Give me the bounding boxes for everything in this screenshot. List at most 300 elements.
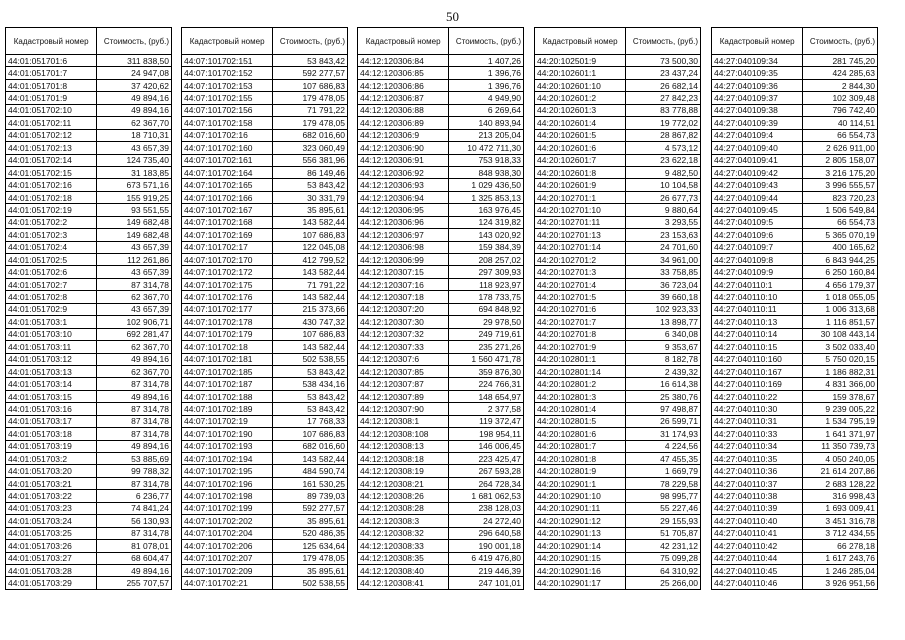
table-row — [535, 577, 701, 589]
cadastral-number-cell: 44:27:040110:37 — [712, 477, 803, 489]
cost-cell: 42 231,12 — [626, 540, 701, 552]
cost-cell: 74 841,24 — [97, 502, 172, 514]
table-row — [182, 142, 348, 154]
table-row — [535, 117, 701, 129]
table-row — [6, 55, 172, 67]
table-row — [6, 266, 172, 278]
cost-cell: 17 768,33 — [273, 415, 348, 427]
cadastral-number-cell: 44:07:101702:172 — [182, 266, 273, 278]
cost-cell: 2 377,58 — [449, 403, 524, 415]
cost-cell: 520 486,35 — [273, 527, 348, 539]
cost-cell: 107 686,83 — [273, 79, 348, 91]
cost-cell: 2 683 128,22 — [803, 477, 878, 489]
cost-cell: 53 843,42 — [273, 390, 348, 402]
cost-cell: 71 791,22 — [273, 104, 348, 116]
cadastral-number-cell: 44:07:101702:194 — [182, 453, 273, 465]
cadastral-number-cell: 44:07:101702:158 — [182, 117, 273, 129]
cadastral-number-cell: 44:20:102501:9 — [535, 55, 626, 67]
cadastral-number-cell: 44:20:102701:7 — [535, 316, 626, 328]
cost-cell: 140 893,94 — [449, 117, 524, 129]
cadastral-number-cell: 44:12:120307:20 — [358, 303, 449, 315]
cadastral-number-cell: 44:27:040109:4 — [712, 129, 803, 141]
table-row — [535, 378, 701, 390]
cadastral-number-cell: 44:01:051702:9 — [6, 303, 97, 315]
table-row — [712, 303, 878, 315]
table-header-row — [712, 28, 878, 55]
cadastral-number-cell: 44:01:051703:2 — [6, 453, 97, 465]
table-row — [358, 92, 524, 104]
table-row — [358, 266, 524, 278]
cost-cell: 359 876,30 — [449, 365, 524, 377]
cadastral-number-cell: 44:20:102701:2 — [535, 254, 626, 266]
cost-cell: 66 278,18 — [803, 540, 878, 552]
table-row — [712, 403, 878, 415]
cadastral-number-cell: 44:12:120306:85 — [358, 67, 449, 79]
cadastral-number-cell: 44:07:101702:204 — [182, 527, 273, 539]
table-row — [712, 540, 878, 552]
cadastral-number-cell: 44:20:102901:16 — [535, 564, 626, 576]
table-row — [712, 229, 878, 241]
cadastral-number-cell: 44:12:120308:21 — [358, 477, 449, 489]
table-row — [182, 502, 348, 514]
cadastral-number-cell: 44:20:102601:5 — [535, 129, 626, 141]
cadastral-number-cell: 44:20:102701:1 — [535, 191, 626, 203]
table-row — [182, 79, 348, 91]
cadastral-number-cell: 44:12:120308:41 — [358, 577, 449, 589]
cadastral-number-cell: 44:27:040110:167 — [712, 365, 803, 377]
cost-cell: 53 843,42 — [273, 365, 348, 377]
table-row — [535, 291, 701, 303]
cost-cell: 1 246 285,04 — [803, 564, 878, 576]
cost-cell: 28 867,82 — [626, 129, 701, 141]
cadastral-number-cell: 44:07:101702:175 — [182, 278, 273, 290]
cadastral-number-cell: 44:07:101702:198 — [182, 490, 273, 502]
table-row — [358, 216, 524, 228]
table-row — [358, 117, 524, 129]
cadastral-number-cell: 44:01:051703:29 — [6, 577, 97, 589]
cadastral-number-cell: 44:07:101702:187 — [182, 378, 273, 390]
cadastral-table — [357, 27, 524, 590]
table-row — [6, 453, 172, 465]
table-row — [535, 191, 701, 203]
cost-cell: 86 149,46 — [273, 166, 348, 178]
cadastral-number-cell: 44:20:102701:3 — [535, 266, 626, 278]
cost-cell: 238 128,03 — [449, 502, 524, 514]
cadastral-number-cell: 44:27:040110:45 — [712, 564, 803, 576]
table-row — [6, 216, 172, 228]
table-row — [6, 142, 172, 154]
cadastral-number-cell: 44:01:051701:6 — [6, 55, 97, 67]
cadastral-number-cell: 44:07:101702:193 — [182, 440, 273, 452]
cadastral-number-cell: 44:01:051702:15 — [6, 166, 97, 178]
cadastral-number-cell: 44:20:102601:9 — [535, 179, 626, 191]
cadastral-number-cell: 44:12:120306:96 — [358, 216, 449, 228]
cadastral-number-cell: 44:12:120308:26 — [358, 490, 449, 502]
cadastral-number-cell: 44:27:040110:40 — [712, 515, 803, 527]
cost-cell: 9 239 005,22 — [803, 403, 878, 415]
table-row — [358, 204, 524, 216]
table-row — [358, 552, 524, 564]
cadastral-number-cell: 44:01:051703:24 — [6, 515, 97, 527]
cost-cell: 87 314,78 — [97, 403, 172, 415]
cost-cell: 1 396,76 — [449, 67, 524, 79]
cadastral-number-cell: 44:20:102601:10 — [535, 79, 626, 91]
cadastral-number-cell: 44:20:102801:4 — [535, 403, 626, 415]
cadastral-number-cell: 44:01:051702:5 — [6, 254, 97, 266]
cadastral-number-cell: 44:01:051702:19 — [6, 204, 97, 216]
table-row — [358, 278, 524, 290]
cadastral-number-cell: 44:27:040109:45 — [712, 204, 803, 216]
table-row — [358, 291, 524, 303]
cost-cell: 112 261,86 — [97, 254, 172, 266]
table-row — [182, 328, 348, 340]
cadastral-number-cell: 44:01:051703:10 — [6, 328, 97, 340]
cost-cell: 2 626 911,00 — [803, 142, 878, 154]
table-row — [358, 142, 524, 154]
table-row — [535, 316, 701, 328]
cost-cell: 143 582,44 — [273, 216, 348, 228]
cadastral-number-cell: 44:01:051701:7 — [6, 67, 97, 79]
cost-cell: 198 954,11 — [449, 428, 524, 440]
cadastral-number-cell: 44:27:040109:5 — [712, 216, 803, 228]
cadastral-number-cell: 44:20:102901:13 — [535, 527, 626, 539]
table-row — [535, 79, 701, 91]
cost-cell: 37 420,62 — [97, 79, 172, 91]
table-row — [712, 117, 878, 129]
cadastral-number-cell: 44:27:040110:41 — [712, 527, 803, 539]
cost-cell: 215 373,66 — [273, 303, 348, 315]
cadastral-number-cell: 44:27:040109:41 — [712, 154, 803, 166]
table-row — [182, 390, 348, 402]
cadastral-number-cell: 44:07:101702:164 — [182, 166, 273, 178]
cadastral-number-cell: 44:20:102601:7 — [535, 154, 626, 166]
table-row — [182, 254, 348, 266]
table-row — [712, 104, 878, 116]
cost-cell: 264 728,34 — [449, 477, 524, 489]
cadastral-number-cell: 44:20:102701:14 — [535, 241, 626, 253]
cadastral-number-cell: 44:01:051702:8 — [6, 291, 97, 303]
cadastral-number-cell: 44:01:051703:20 — [6, 465, 97, 477]
cadastral-number-cell: 44:07:101702:206 — [182, 540, 273, 552]
cost-cell: 4 656 179,37 — [803, 278, 878, 290]
cost-cell: 235 271,26 — [449, 341, 524, 353]
table-row — [182, 204, 348, 216]
table-row — [712, 465, 878, 477]
cost-cell: 35 895,61 — [273, 564, 348, 576]
cost-cell: 35 895,61 — [273, 204, 348, 216]
cost-cell: 5 365 070,19 — [803, 229, 878, 241]
cost-cell: 89 739,03 — [273, 490, 348, 502]
cost-cell: 6 340,08 — [626, 328, 701, 340]
cadastral-number-cell: 44:07:101702:156 — [182, 104, 273, 116]
table-row — [712, 564, 878, 576]
table-row — [6, 403, 172, 415]
cost-cell: 3 502 033,40 — [803, 341, 878, 353]
table-row — [712, 527, 878, 539]
cost-cell: 33 758,85 — [626, 266, 701, 278]
table-row — [712, 55, 878, 67]
table-row — [712, 515, 878, 527]
table-row — [358, 527, 524, 539]
cadastral-number-cell: 44:12:120307:87 — [358, 378, 449, 390]
table-row — [6, 204, 172, 216]
table-row — [358, 428, 524, 440]
table-row — [182, 229, 348, 241]
table-row — [182, 241, 348, 253]
table-row — [358, 79, 524, 91]
cost-cell: 149 682,48 — [97, 229, 172, 241]
cost-cell: 190 001,18 — [449, 540, 524, 552]
cadastral-number-cell: 44:20:102901:14 — [535, 540, 626, 552]
cadastral-number-cell: 44:07:101702:209 — [182, 564, 273, 576]
cost-cell: 267 593,28 — [449, 465, 524, 477]
header-cost: Стоимость, (руб.) — [97, 28, 172, 55]
cost-cell: 682 016,60 — [273, 129, 348, 141]
cadastral-number-cell: 44:27:040109:42 — [712, 166, 803, 178]
table-row — [535, 266, 701, 278]
table-row — [182, 303, 348, 315]
table-row — [6, 440, 172, 452]
cost-cell: 62 367,70 — [97, 341, 172, 353]
cost-cell: 155 919,25 — [97, 191, 172, 203]
cadastral-number-cell: 44:20:102701:9 — [535, 341, 626, 353]
table-row — [182, 515, 348, 527]
cost-cell: 4 949,90 — [449, 92, 524, 104]
cadastral-number-cell: 44:12:120306:9 — [358, 129, 449, 141]
table-row — [358, 477, 524, 489]
cost-cell: 99 788,32 — [97, 465, 172, 477]
table-header-row — [535, 28, 701, 55]
cost-cell: 53 885,69 — [97, 453, 172, 465]
table-row — [535, 229, 701, 241]
cost-cell: 143 582,44 — [273, 266, 348, 278]
cost-cell: 1 560 471,78 — [449, 353, 524, 365]
cost-cell: 124 735,40 — [97, 154, 172, 166]
table-row — [6, 154, 172, 166]
cadastral-number-cell: 44:20:102801:2 — [535, 378, 626, 390]
cost-cell: 102 309,48 — [803, 92, 878, 104]
table-row — [6, 291, 172, 303]
cost-cell: 1 006 313,68 — [803, 303, 878, 315]
table-row — [535, 564, 701, 576]
cadastral-number-cell: 44:07:101702:17 — [182, 241, 273, 253]
cost-cell: 3 293,55 — [626, 216, 701, 228]
cost-cell: 3 996 555,57 — [803, 179, 878, 191]
cost-cell: 224 766,31 — [449, 378, 524, 390]
cadastral-number-cell: 44:27:040110:13 — [712, 316, 803, 328]
cost-cell: 159 384,39 — [449, 241, 524, 253]
table-row — [535, 104, 701, 116]
cadastral-number-cell: 44:27:040110:22 — [712, 390, 803, 402]
cadastral-number-cell: 44:07:101702:151 — [182, 55, 273, 67]
cadastral-number-cell: 44:27:040110:15 — [712, 341, 803, 353]
cadastral-number-cell: 44:01:051703:1 — [6, 316, 97, 328]
cadastral-number-cell: 44:07:101702:207 — [182, 552, 273, 564]
table-row — [535, 129, 701, 141]
cost-cell: 213 205,04 — [449, 129, 524, 141]
cadastral-number-cell: 44:07:101702:166 — [182, 191, 273, 203]
cadastral-number-cell: 44:27:040109:39 — [712, 117, 803, 129]
cadastral-number-cell: 44:01:051702:3 — [6, 229, 97, 241]
cost-cell: 93 551,55 — [97, 204, 172, 216]
cost-cell: 43 657,39 — [97, 142, 172, 154]
cost-cell: 281 745,20 — [803, 55, 878, 67]
cadastral-number-cell: 44:27:040110:35 — [712, 453, 803, 465]
cadastral-number-cell: 44:27:040110:11 — [712, 303, 803, 315]
cost-cell: 107 686,83 — [273, 328, 348, 340]
cadastral-number-cell: 44:27:040109:35 — [712, 67, 803, 79]
cost-cell: 6 843 944,25 — [803, 254, 878, 266]
cadastral-number-cell: 44:12:120307:90 — [358, 403, 449, 415]
cadastral-number-cell: 44:12:120306:97 — [358, 229, 449, 241]
table-row — [182, 291, 348, 303]
table-row — [712, 365, 878, 377]
cost-cell: 29 155,93 — [626, 515, 701, 527]
cadastral-number-cell: 44:01:051702:11 — [6, 117, 97, 129]
cost-cell: 83 778,88 — [626, 104, 701, 116]
cadastral-number-cell: 44:12:120306:94 — [358, 191, 449, 203]
cost-cell: 149 682,48 — [97, 216, 172, 228]
cadastral-number-cell: 44:12:120308:33 — [358, 540, 449, 552]
cadastral-number-cell: 44:12:120307:30 — [358, 316, 449, 328]
table-row — [182, 154, 348, 166]
table-row — [182, 564, 348, 576]
cost-cell: 49 894,16 — [97, 440, 172, 452]
cadastral-number-cell: 44:01:051703:12 — [6, 353, 97, 365]
table-row — [6, 117, 172, 129]
cadastral-number-cell: 44:20:102901:12 — [535, 515, 626, 527]
cost-cell: 143 020,92 — [449, 229, 524, 241]
cost-cell: 30 108 443,14 — [803, 328, 878, 340]
cost-cell: 10 472 711,30 — [449, 142, 524, 154]
table-row — [358, 104, 524, 116]
cadastral-table — [181, 27, 348, 590]
cost-cell: 53 843,42 — [273, 55, 348, 67]
cost-cell: 18 710,31 — [97, 129, 172, 141]
cadastral-number-cell: 44:07:101702:170 — [182, 254, 273, 266]
table-row — [358, 365, 524, 377]
cost-cell: 4 573,12 — [626, 142, 701, 154]
cadastral-number-cell: 44:07:101702:160 — [182, 142, 273, 154]
cadastral-number-cell: 44:01:051703:25 — [6, 527, 97, 539]
table-header-row — [182, 28, 348, 55]
cost-cell: 75 099,28 — [626, 552, 701, 564]
cost-cell: 1 641 371,97 — [803, 428, 878, 440]
cost-cell: 6 419 476,80 — [449, 552, 524, 564]
table-row — [535, 490, 701, 502]
cost-cell: 400 165,62 — [803, 241, 878, 253]
table-row — [712, 291, 878, 303]
table-row — [535, 166, 701, 178]
cadastral-number-cell: 44:01:051703:15 — [6, 390, 97, 402]
cost-cell: 24 701,60 — [626, 241, 701, 253]
cost-cell: 78 229,58 — [626, 477, 701, 489]
cadastral-number-cell: 44:20:102701:11 — [535, 216, 626, 228]
cost-cell: 3 216 175,20 — [803, 166, 878, 178]
table-row — [182, 453, 348, 465]
cadastral-number-cell: 44:01:051703:21 — [6, 477, 97, 489]
table-row — [6, 79, 172, 91]
cost-cell: 4 224,56 — [626, 440, 701, 452]
cadastral-number-cell: 44:07:101702:155 — [182, 92, 273, 104]
cadastral-number-cell: 44:20:102701:10 — [535, 204, 626, 216]
cost-cell: 66 554,73 — [803, 129, 878, 141]
table-row — [182, 353, 348, 365]
cadastral-number-cell: 44:20:102901:11 — [535, 502, 626, 514]
cost-cell: 323 060,49 — [273, 142, 348, 154]
table-row — [6, 341, 172, 353]
table-row — [712, 378, 878, 390]
table-row — [182, 67, 348, 79]
table-row — [182, 216, 348, 228]
cost-cell: 97 498,87 — [626, 403, 701, 415]
cadastral-number-cell: 44:01:051703:27 — [6, 552, 97, 564]
cadastral-number-cell: 44:07:101702:196 — [182, 477, 273, 489]
cost-cell: 430 747,32 — [273, 316, 348, 328]
cadastral-number-cell: 44:27:040109:36 — [712, 79, 803, 91]
table-row — [6, 465, 172, 477]
table-row — [712, 166, 878, 178]
table-row — [535, 552, 701, 564]
cost-cell: 4 831 366,00 — [803, 378, 878, 390]
cost-cell: 64 310,92 — [626, 564, 701, 576]
cost-cell: 26 682,14 — [626, 79, 701, 91]
cost-cell: 62 367,70 — [97, 117, 172, 129]
table-row — [712, 353, 878, 365]
table-row — [6, 515, 172, 527]
cadastral-number-cell: 44:07:101702:190 — [182, 428, 273, 440]
cost-cell: 673 571,16 — [97, 179, 172, 191]
table-row — [182, 166, 348, 178]
table-row — [6, 564, 172, 576]
cost-cell: 102 906,71 — [97, 316, 172, 328]
cadastral-number-cell: 44:01:051702:18 — [6, 191, 97, 203]
cost-cell: 87 314,78 — [97, 527, 172, 539]
cost-cell: 125 634,64 — [273, 540, 348, 552]
cost-cell: 118 923,97 — [449, 278, 524, 290]
cadastral-number-cell: 44:01:051702:16 — [6, 179, 97, 191]
table-row — [535, 465, 701, 477]
table-row — [182, 477, 348, 489]
cost-cell: 9 482,50 — [626, 166, 701, 178]
cost-cell: 24 272,40 — [449, 515, 524, 527]
cadastral-number-cell: 44:27:040109:7 — [712, 241, 803, 253]
cadastral-number-cell: 44:12:120306:93 — [358, 179, 449, 191]
cadastral-number-cell: 44:07:101702:152 — [182, 67, 273, 79]
cadastral-number-cell: 44:12:120306:86 — [358, 79, 449, 91]
table-row — [535, 428, 701, 440]
table-row — [6, 527, 172, 539]
cost-cell: 68 604,47 — [97, 552, 172, 564]
table-row — [358, 378, 524, 390]
header-cost: Стоимость, (руб.) — [449, 28, 524, 55]
cost-cell: 49 894,16 — [97, 353, 172, 365]
cadastral-number-cell: 44:20:102801:6 — [535, 428, 626, 440]
table-row — [535, 527, 701, 539]
table-row — [712, 577, 878, 589]
cadastral-number-cell: 44:27:040110:169 — [712, 378, 803, 390]
table-row — [6, 502, 172, 514]
cadastral-number-cell: 44:12:120307:32 — [358, 328, 449, 340]
table-row — [182, 428, 348, 440]
cadastral-number-cell: 44:27:040110:33 — [712, 428, 803, 440]
table-row — [535, 216, 701, 228]
cost-cell: 9 880,64 — [626, 204, 701, 216]
cadastral-number-cell: 44:12:120306:98 — [358, 241, 449, 253]
cost-cell: 143 582,44 — [273, 453, 348, 465]
cost-cell: 753 918,33 — [449, 154, 524, 166]
cadastral-number-cell: 44:07:101702:195 — [182, 465, 273, 477]
